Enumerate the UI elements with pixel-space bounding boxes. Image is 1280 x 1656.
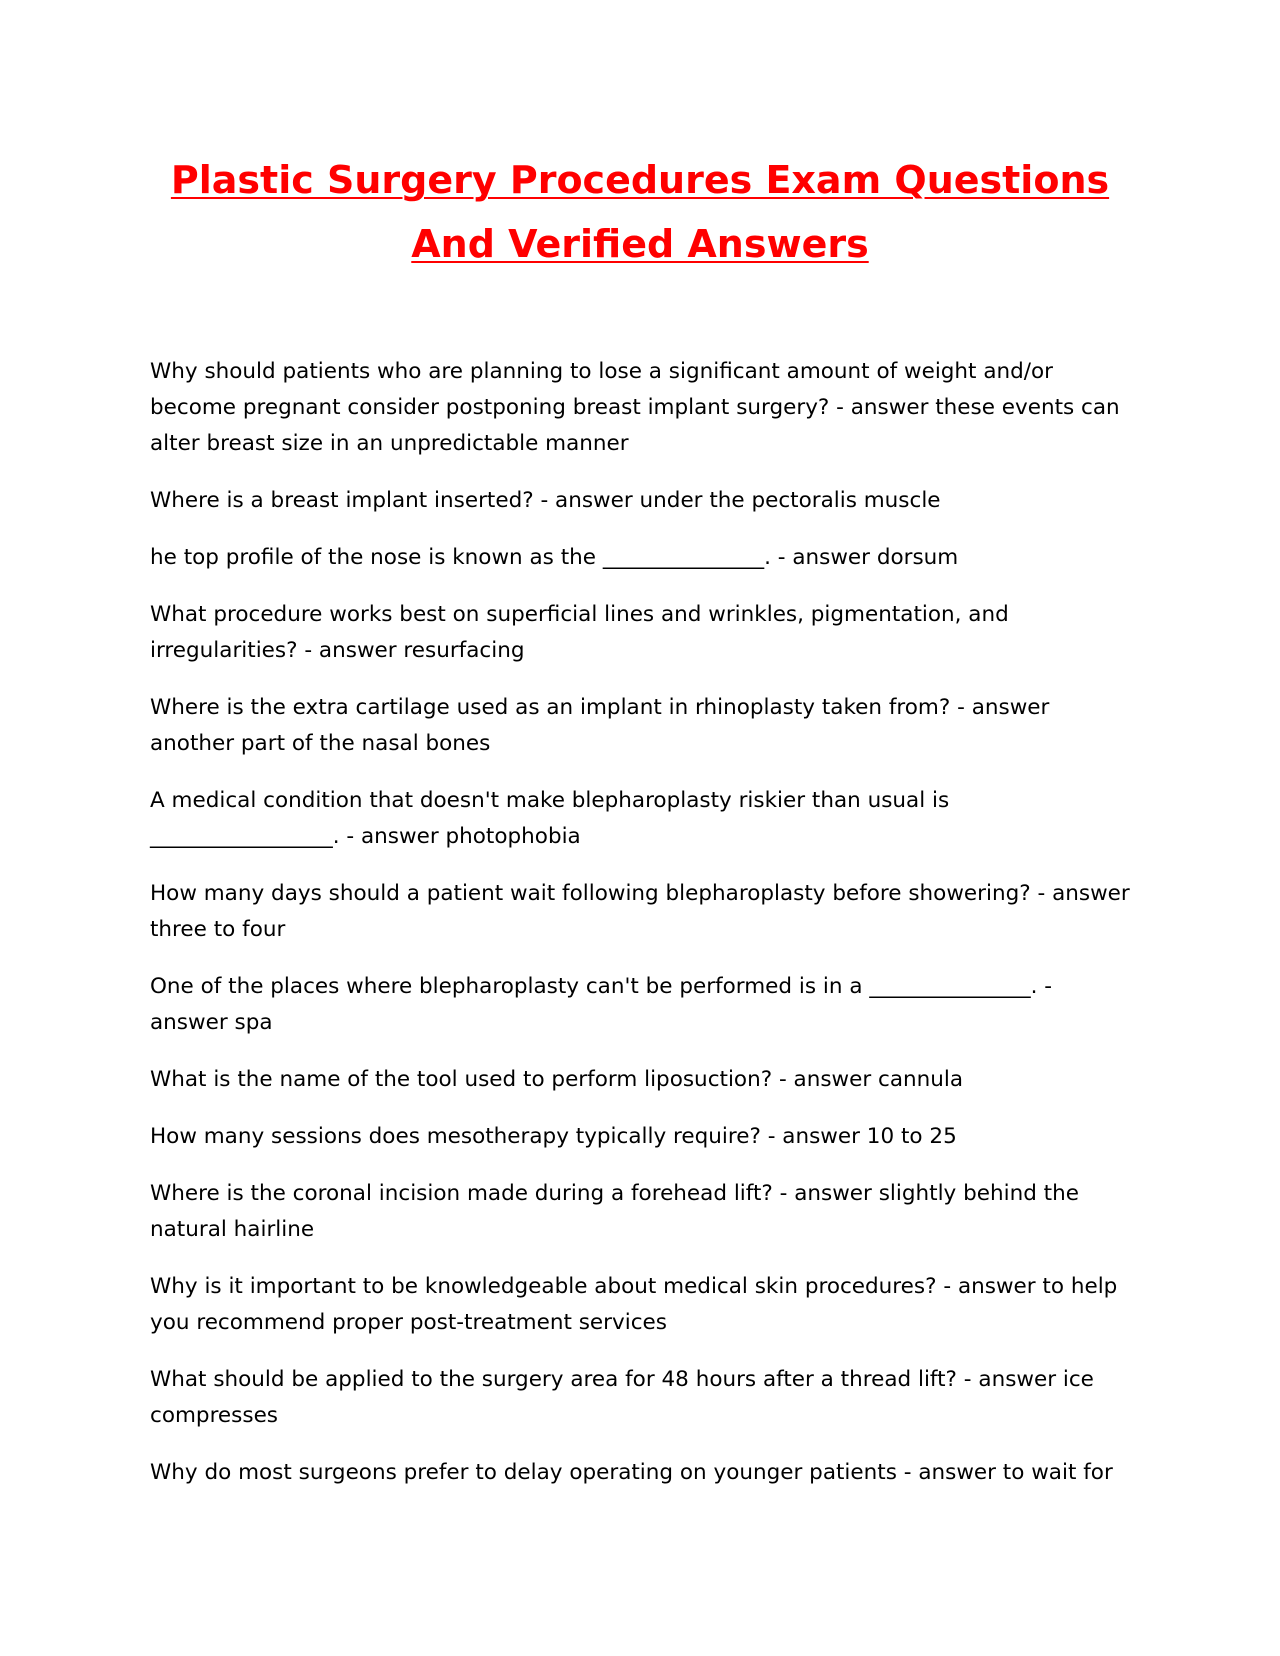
qa-item: What procedure works best on superficial lines and wrinkles, pigmentation, and irregularities? - answer resurfacing [150, 602, 1009, 663]
question-answer-list [150, 354, 1130, 1512]
qa-item: Where is the coronal incision made during a forehead lift? - answer slightly behind the natural hairline [150, 1181, 1079, 1242]
title-line-2: And Verified Answers [411, 222, 869, 266]
qa-item: What should be applied to the surgery area for 48 hours after a thread lift? - answer ice compresses [150, 1367, 1094, 1428]
qa-item: What is the name of the tool used to perform liposuction? - answer cannula [150, 1067, 964, 1092]
qa-item: A medical condition that doesn't make blepharoplasty riskier than usual is _________________. - answer photophobia [150, 788, 950, 849]
qa-item: How many sessions does mesotherapy typically require? - answer 10 to 25 [150, 1124, 957, 1149]
qa-item: he top profile of the nose is known as the _______________. - answer dorsum [150, 545, 959, 570]
qa-item: One of the places where blepharoplasty can't be performed is in a _______________. - answer spa [150, 974, 1053, 1035]
title-line-1: Plastic Surgery Procedures Exam Questions [170, 158, 1110, 202]
qa-item: Where is a breast implant inserted? - answer under the pectoralis muscle [150, 488, 941, 513]
qa-item: Why do most surgeons prefer to delay operating on younger patients - answer to wait for [150, 1460, 1113, 1485]
document-title [100, 148, 1180, 276]
qa-item: How many days should a patient wait following blepharoplasty before showering? - answer three to four [150, 881, 1130, 942]
qa-item: Why should patients who are planning to lose a significant amount of weight and/or become pregnant consider postponing breast implant surgery? - answer these events can alter breast size in an unpredictable manner [150, 359, 1120, 456]
qa-item: Why is it important to be knowledgeable about medical skin procedures? - answer to help you recommend proper post-treatment services [150, 1274, 1118, 1335]
qa-item: Where is the extra cartilage used as an implant in rhinoplasty taken from? - answer another part of the nasal bones [150, 695, 1050, 756]
